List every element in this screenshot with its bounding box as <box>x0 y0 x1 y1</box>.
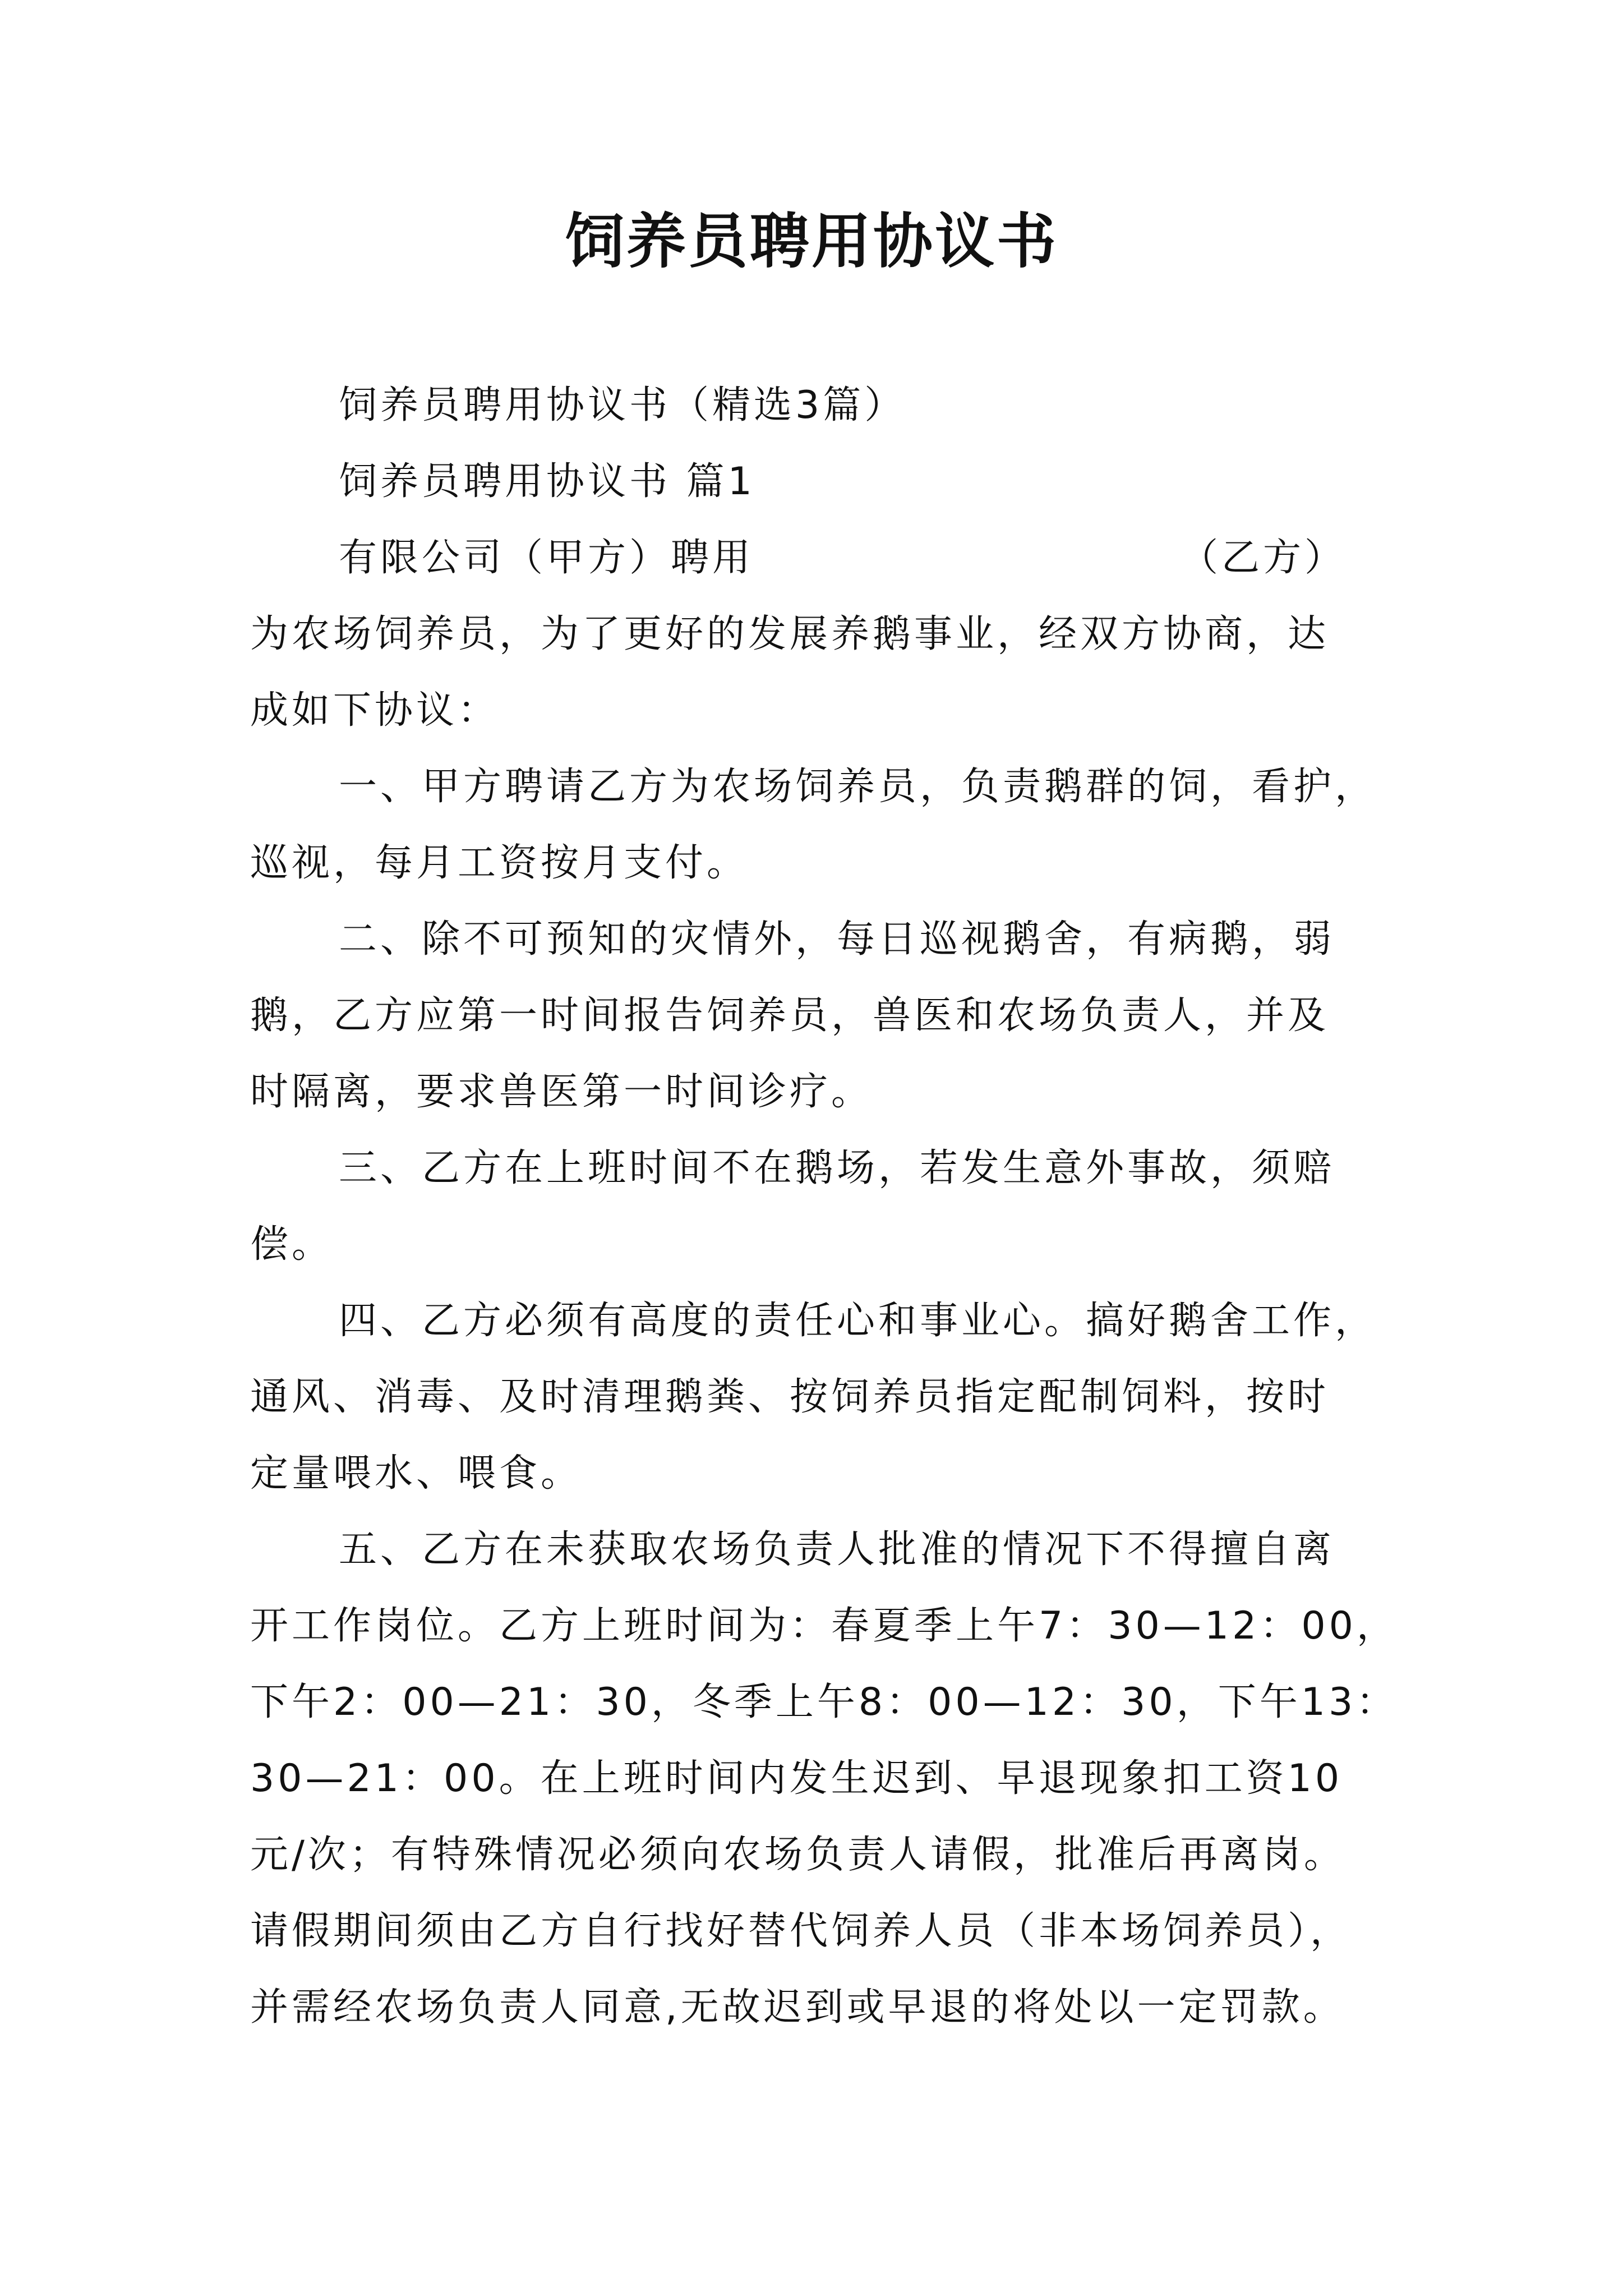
text-line-trail: （乙方） <box>1180 536 1347 580</box>
text-line-content: 为农场饲养员，为了更好的发展养鹅事业，经双方协商，达 <box>250 612 1330 656</box>
text-line <box>250 1741 1378 1817</box>
text-line <box>250 978 1378 1054</box>
text-line <box>250 825 1378 901</box>
text-line <box>250 901 1378 978</box>
text-line <box>250 1664 1398 1741</box>
text-line-content: 请假期间须由乙方自行找好替代饲养人员（非本场饲养员）， <box>250 1909 1352 1953</box>
text-line-content: 四、乙方必须有高度的责任心和事业心。搞好鹅舍工作， <box>339 1299 1377 1343</box>
text-line-content: 开工作岗位。乙方上班时间为：春夏季上午7：30—12：00， <box>250 1604 1398 1648</box>
text-line <box>250 1130 1378 1207</box>
text-line-content: 有限公司（甲方）聘用 <box>339 536 754 580</box>
text-line-content: 并需经农场负责人同意,无故迟到或早退的将处以一定罚款。 <box>250 1985 1345 2030</box>
text-line-content: 元/次；有特殊情况必须向农场负责人请假，批准后再离岗。 <box>250 1833 1345 1877</box>
text-line-content: 五、乙方在未获取农场负责人批准的情况下不得擅自离 <box>339 1527 1335 1572</box>
text-line-content: 鹅，乙方应第一时间报告饲养员，兽医和农场负责人，并及 <box>250 993 1330 1038</box>
text-line <box>250 673 1378 749</box>
text-line-content: 三、乙方在上班时间不在鹅场，若发生意外事故，须赔 <box>339 1146 1335 1190</box>
text-line <box>250 1435 1378 1512</box>
text-line <box>250 1283 1378 1359</box>
text-line <box>250 749 1378 825</box>
text-line <box>250 1054 1378 1130</box>
text-line <box>250 520 1378 596</box>
text-line-content: 二、除不可预知的灾情外，每日巡视鹅舍，有病鹅，弱 <box>339 917 1335 961</box>
text-line-content: 巡视，每月工资按月支付。 <box>250 841 749 885</box>
text-line <box>250 367 1378 444</box>
text-line-content: 定量喂水、喂食。 <box>250 1451 583 1496</box>
document-title: 饲养员聘用协议书 <box>565 206 1058 276</box>
text-line-content: 通风、消毒、及时清理鹅粪、按饲养员指定配制饲料，按时 <box>250 1375 1330 1419</box>
text-line-content: 下午2：00—21：30，冬季上午8：00—12：30，下午13： <box>250 1680 1398 1724</box>
text-line <box>250 1893 1378 1970</box>
text-line <box>250 1207 1378 1283</box>
text-line-content: 30—21：00。在上班时间内发生迟到、早退现象扣工资10 <box>250 1756 1343 1801</box>
text-line <box>250 444 1378 520</box>
text-line <box>250 596 1378 673</box>
text-line-content: 一、甲方聘请乙方为农场饲养员，负责鹅群的饲，看护， <box>339 765 1377 809</box>
text-line-content: 成如下协议： <box>250 688 500 733</box>
text-line-content: 时隔离，要求兽医第一时间诊疗。 <box>250 1070 873 1114</box>
text-line-content: 偿。 <box>250 1222 334 1267</box>
text-line <box>250 1970 1378 2046</box>
text-line <box>250 1512 1378 1588</box>
text-line-content: 饲养员聘用协议书 篇1 <box>339 459 755 504</box>
text-line <box>250 1359 1378 1435</box>
text-line-content: 饲养员聘用协议书（精选3篇） <box>339 383 906 427</box>
text-line <box>250 1817 1378 1893</box>
text-line <box>250 1588 1398 1664</box>
document-body <box>250 367 1398 2046</box>
